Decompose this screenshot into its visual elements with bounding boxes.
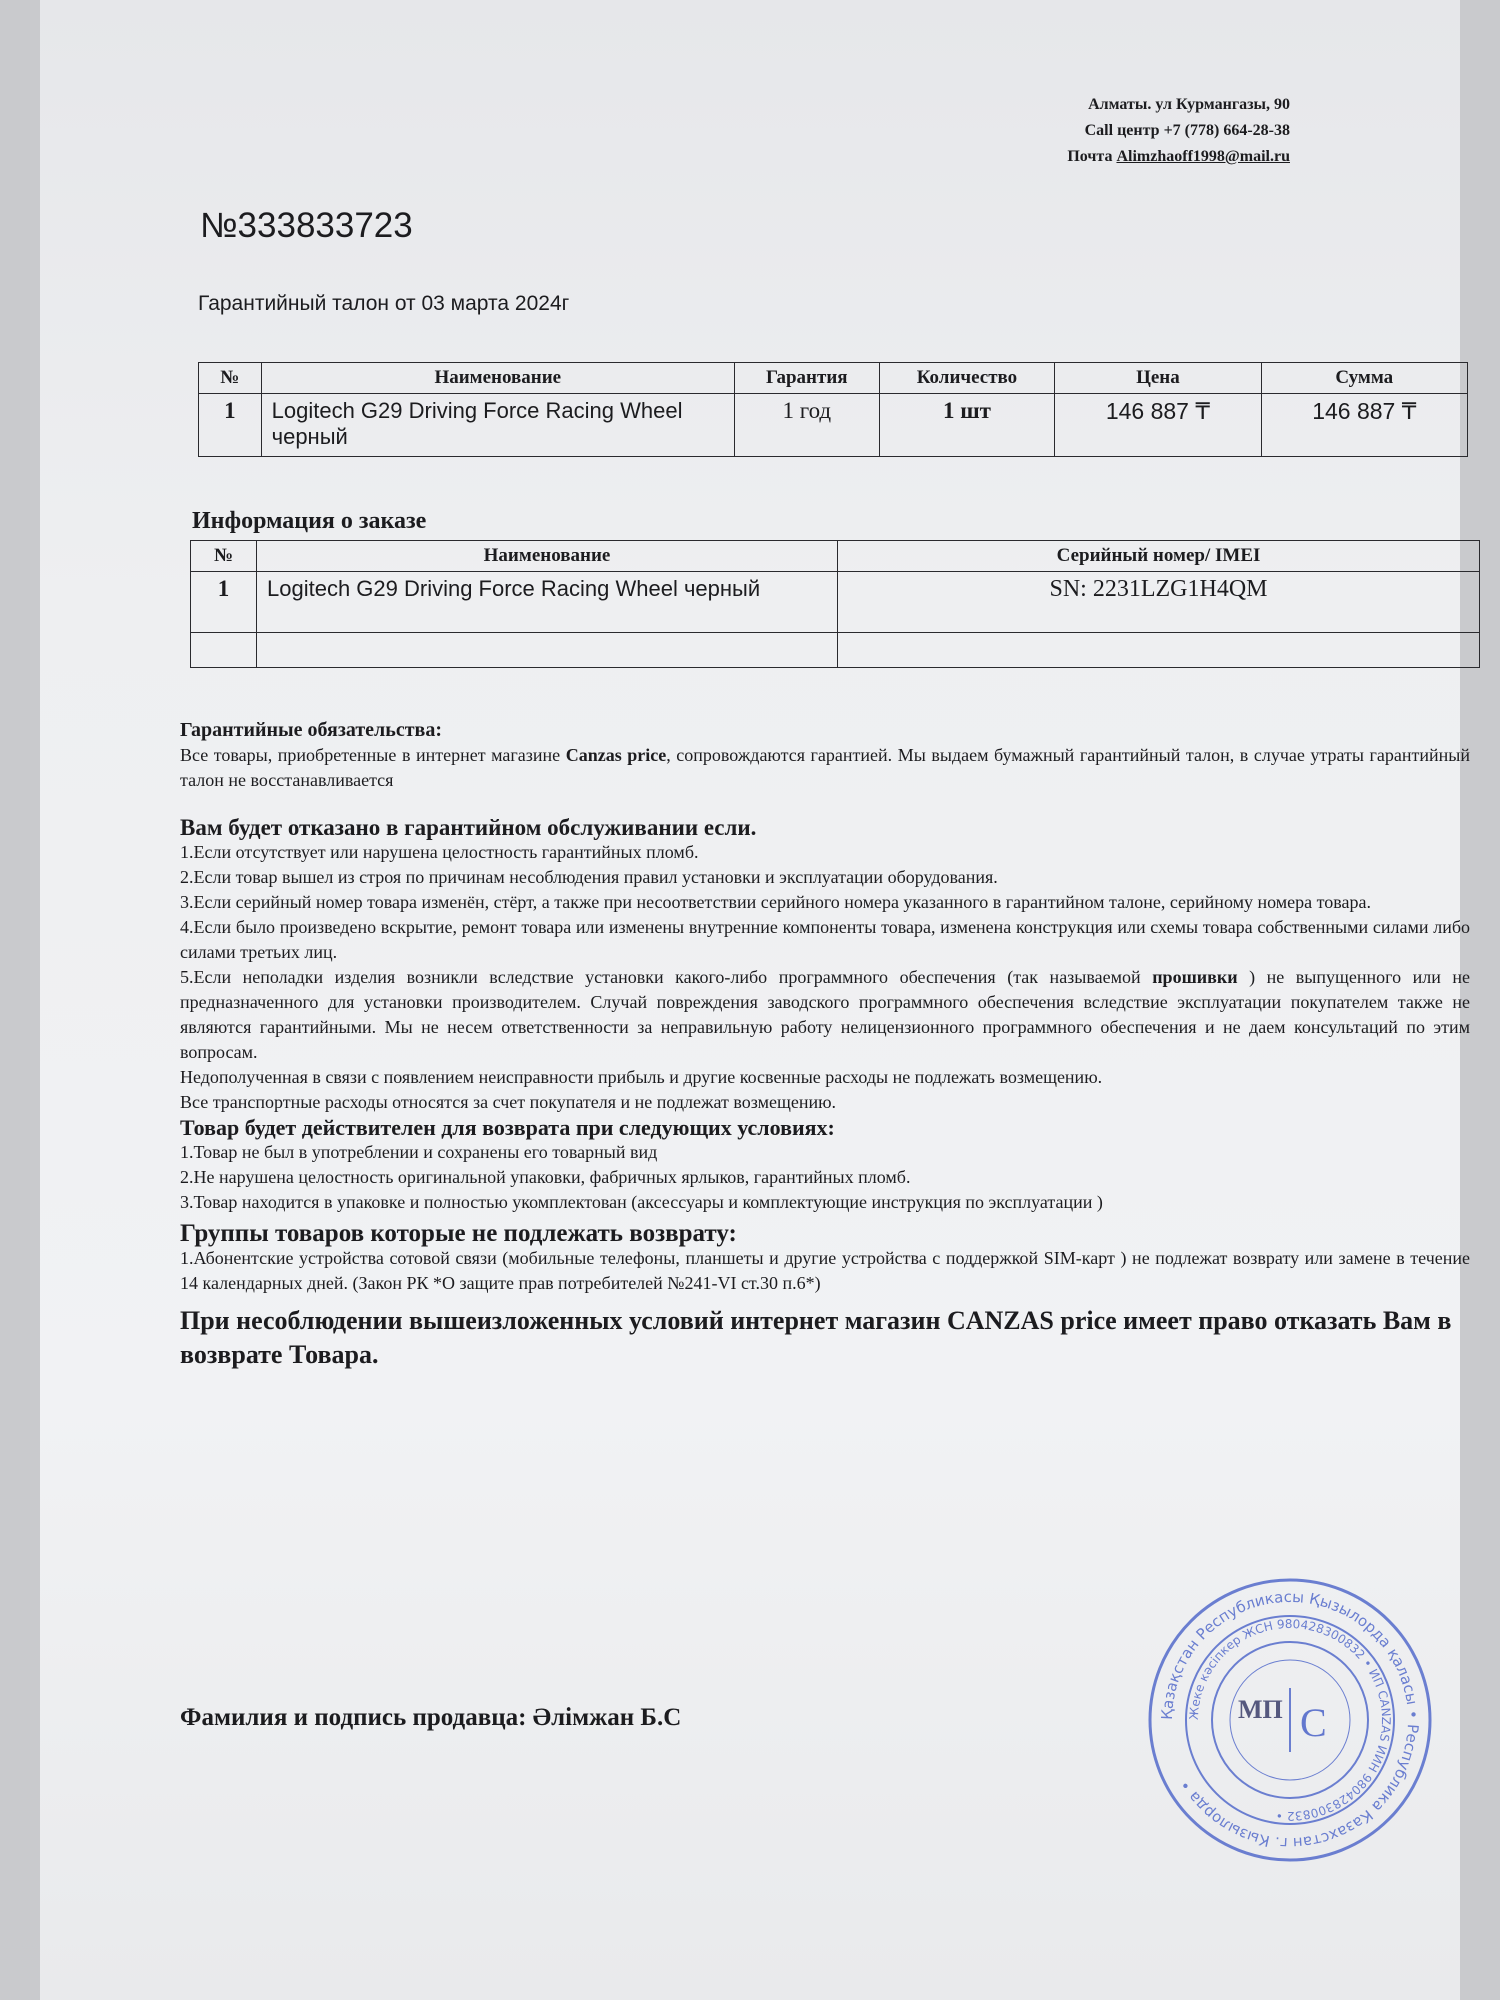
product-price: 146 887 ₸ [1055, 394, 1261, 457]
seller-signature: Фамилия и подпись продавца: Әлімжан Б.С [180, 1704, 682, 1731]
return-item: 3.Товар находится в упаковке и полностью укомплектован (аксессуары и комплектующие инструкция по эксплуатации ) [180, 1192, 1103, 1212]
document-subtitle: Гарантийный талон от 03 марта 2024г [198, 292, 570, 315]
seal-stamp [1140, 1570, 1440, 1870]
email-label: Почта [1067, 148, 1113, 165]
serial-number: SN: 2231LZG1H4QM [838, 572, 1480, 633]
col-price: Цена [1055, 363, 1261, 394]
order-info-table [190, 540, 1480, 668]
return-title: Товар будет действителен для возврата при следующих условиях: [180, 1115, 835, 1140]
refusal-item: 4.Если было произведено вскрытие, ремонт товара или изменены внутренние компоненты товара, изменена конструкция или схемы товара собственными силами либо силами третьих лиц. [180, 917, 1470, 962]
table-row-empty [191, 633, 1480, 668]
order-info-title: Информация о заказе [192, 508, 427, 534]
call-center: Call центр +7 (778) 664-28-38 [1084, 122, 1290, 139]
stamp-inner-text: Жеке кәсіпкер ЖСН 980428300832 • ИП CANZAS ИИН 980428300832 • [1186, 1616, 1394, 1824]
refusal-title: Вам будет отказано в гарантийном обслуживании если. [180, 815, 757, 840]
return-item: 2.Не нарушена целостность оригинальной упаковки, фабричных ярлыков, гарантийных пломб. [180, 1167, 911, 1187]
col-number: № [191, 541, 257, 572]
col-number: № [199, 363, 262, 394]
refusal-note: Все транспортные расходы относятся за счет покупателя и не подлежат возмещению. [180, 1092, 837, 1112]
order-product-name: Logitech G29 Driving Force Racing Wheel черный [257, 572, 838, 633]
product-warranty: 1 год [734, 394, 879, 457]
col-quantity: Количество [879, 363, 1055, 394]
stamp-outer-text: Қазақстан Республикасы Қызылорда қаласы • Республика Казахстан г. Кызылорда • [1157, 1587, 1423, 1853]
order-table-header [191, 541, 1480, 572]
col-warranty: Гарантия [734, 363, 879, 394]
table-row [191, 572, 1480, 633]
col-serial: Серийный номер/ IMEI [838, 541, 1480, 572]
product-sum: 146 887 ₸ [1261, 394, 1467, 457]
refusal-item: 3.Если серийный номер товара изменён, стёрт, а также при несоответствии серийного номера указанного в гарантийном талоне, серийному номера товара. [180, 892, 1372, 912]
store-email[interactable]: Alimzhaoff1998@mail.ru [1116, 148, 1290, 165]
refusal-item: 2.Если товар вышел из строя по причинам несоблюдения правил установки и эксплуатации оборудования. [180, 867, 998, 887]
refusal-item: 1.Если отсутствует или нарушена целостность гарантийных пломб. [180, 842, 699, 862]
col-sum: Сумма [1261, 363, 1467, 394]
return-item: 1.Товар не был в употреблении и сохранены его товарный вид [180, 1142, 658, 1162]
non-return-item: 1.Абонентские устройства сотовой связи (мобильные телефоны, планшеты и другие устройства с поддержкой SIM-карт ) не подлежат возврату или замене в течение 14 календарных дней. (Закон РК *О защите прав потребителей №241-VI ст.30 п.6*) [180, 1248, 1470, 1293]
non-return-title: Группы товаров которые не подлежать возврату: [180, 1220, 737, 1247]
product-table-header [199, 363, 1468, 394]
document-number: №333833723 [200, 206, 413, 245]
stamp-mp: МП [1238, 1695, 1283, 1724]
col-name: Наименование [257, 541, 838, 572]
product-quantity: 1 шт [879, 394, 1055, 457]
col-name: Наименование [261, 363, 734, 394]
refusal-note: Недополученная в связи с появлением неисправности прибыль и другие косвенные расходы не подлежать возмещению. [180, 1067, 1103, 1087]
warranty-text: Все товары, приобретенные в интернет магазине Canzas price, сопровождаются гарантией. Мы выдаем бумажный гарантийный талон, в случае утраты гарантийный талон не восстанавливается [180, 745, 1471, 790]
store-email-line [1067, 144, 1290, 170]
refusal-item: 5.Если неполадки изделия возникли вследствие установки какого-либо программного обеспечения (так называемой прошивки ) не выпущенного или не предназначенного для установки производителем. Случай повреждения заводского программного обеспечения вследствие эксплуатации покупателем также не являются гарантийными. Мы не несем ответственности за неправильную работу нелицензионного программного обеспечения и не даем консультаций по этим вопросам. [180, 967, 1471, 1062]
final-notice: При несоблюдении вышеизложенных условий интернет магазин CANZAS price имеет право отказать Вам в возврате Товара. [180, 1306, 1452, 1369]
product-name: Logitech G29 Driving Force Racing Wheel черный [261, 394, 734, 457]
firmware-term: прошивки [1152, 967, 1238, 987]
stamp-letter: С [1300, 1700, 1327, 1745]
store-name: Canzas price [565, 745, 667, 765]
store-address: Алматы. ул Курмангазы, 90 [1088, 96, 1290, 113]
store-contacts [1067, 92, 1290, 170]
terms-body [180, 718, 1470, 1372]
row-number: 1 [199, 394, 262, 457]
table-row [199, 394, 1468, 457]
warranty-title: Гарантийные обязательства: [180, 719, 443, 741]
document-sheet [40, 0, 1471, 2000]
product-table [198, 362, 1468, 457]
row-number: 1 [191, 572, 257, 633]
